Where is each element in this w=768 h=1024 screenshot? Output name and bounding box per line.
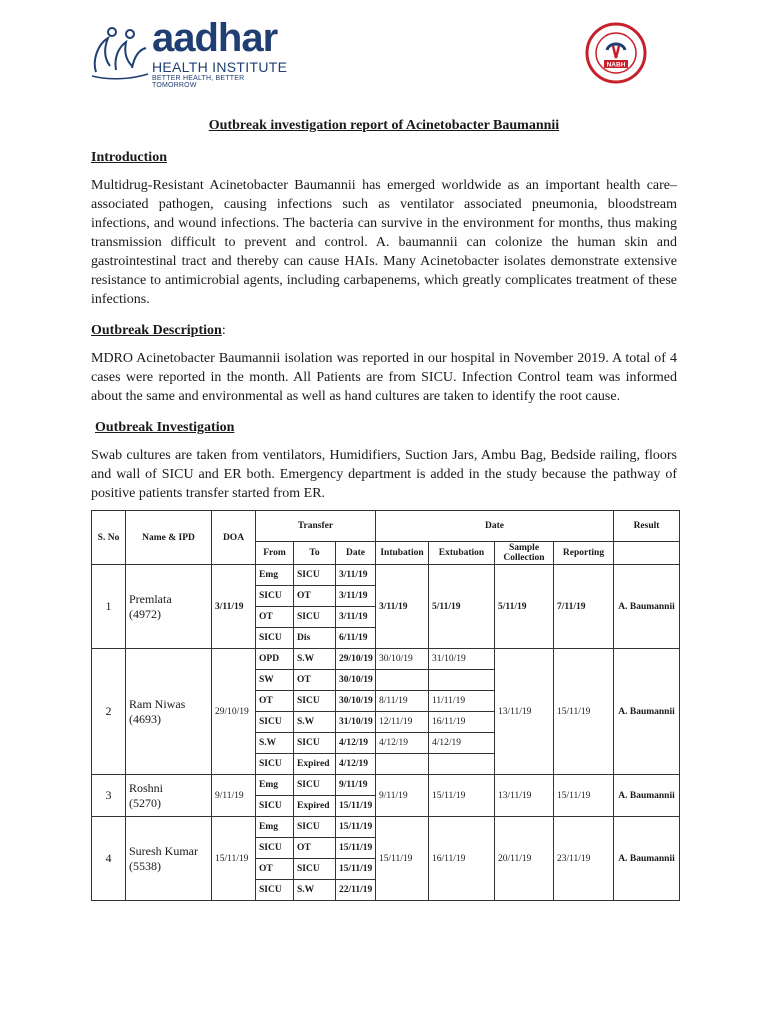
patient-name-cell — [126, 649, 212, 775]
table-row — [92, 649, 680, 670]
transfer-from: OT — [256, 607, 294, 628]
brand-name: aadhar — [152, 16, 278, 60]
aadhar-logo — [88, 16, 288, 89]
patient-name: Roshni — [129, 780, 164, 795]
extubation-date: 16/11/19 — [429, 817, 495, 901]
intubation-date: 8/11/19 — [376, 691, 429, 712]
introduction-text: Multidrug-Resistant Acinetobacter Baumannii has emerged worldwide as an important health care–associated pathogen, causing infections such as ventilator associated pneumonia, bloodstream infections, and wound infections. The bacteria can survive in the environment for months, thus making transmission difficult to prevent and control. A. baumannii can colonize the human skin and gastrointestinal tract and thereby can cause HAIs. Many Acinetobacter isolates demonstrate extensive resistance to antimicrobial agents, including carbapenems, which greatly complicates treatment of these infections. — [91, 178, 677, 307]
description-heading-wrap — [91, 323, 677, 339]
header-sample: Sample Collection — [495, 542, 554, 565]
transfer-date: 3/11/19 — [336, 607, 376, 628]
transfer-date: 15/11/19 — [336, 817, 376, 838]
header-date: Date — [376, 511, 614, 542]
transfer-date: 6/11/19 — [336, 628, 376, 649]
transfer-from: SICU — [256, 838, 294, 859]
extubation-date: 5/11/19 — [429, 565, 495, 649]
header-to: To — [294, 542, 336, 565]
transfer-to: SICU — [294, 607, 336, 628]
intubation-date: 15/11/19 — [376, 817, 429, 901]
header-reporting: Reporting — [554, 542, 614, 565]
intubation-date: 4/12/19 — [376, 733, 429, 754]
transfer-to: Dis — [294, 628, 336, 649]
header-transfer-date: Date — [336, 542, 376, 565]
transfer-to: Expired — [294, 754, 336, 775]
transfer-to: Expired — [294, 796, 336, 817]
patient-name: Premlata — [129, 591, 172, 606]
intubation-date — [376, 670, 429, 691]
transfer-to: S.W — [294, 880, 336, 901]
transfer-date: 31/10/19 — [336, 712, 376, 733]
header-transfer: Transfer — [256, 511, 376, 542]
transfer-from: Emg — [256, 565, 294, 586]
transfer-date: 3/11/19 — [336, 565, 376, 586]
patient-sno: 3 — [92, 775, 126, 817]
patient-ipd: (4972) — [129, 606, 161, 621]
patient-sno: 4 — [92, 817, 126, 901]
extubation-date: 31/10/19 — [429, 649, 495, 670]
table-row — [92, 775, 680, 796]
patient-ipd: (5270) — [129, 795, 161, 810]
extubation-date — [429, 754, 495, 775]
transfer-date: 4/12/19 — [336, 754, 376, 775]
transfer-to: SICU — [294, 817, 336, 838]
transfer-to: S.W — [294, 649, 336, 670]
extubation-date: 16/11/19 — [429, 712, 495, 733]
reporting-date: 23/11/19 — [554, 817, 614, 901]
transfer-from: SW — [256, 670, 294, 691]
sample-date: 13/11/19 — [495, 649, 554, 775]
sample-date: 13/11/19 — [495, 775, 554, 817]
extubation-date: 11/11/19 — [429, 691, 495, 712]
transfer-date: 15/11/19 — [336, 838, 376, 859]
header-result-blank — [614, 542, 680, 565]
header-from: From — [256, 542, 294, 565]
document-header — [0, 0, 768, 100]
reporting-date: 7/11/19 — [554, 565, 614, 649]
introduction-heading: Introduction — [91, 150, 167, 165]
patient-name-cell — [126, 565, 212, 649]
patient-doa: 3/11/19 — [212, 565, 256, 649]
patient-name: Ram Niwas — [129, 696, 186, 711]
patient-name-cell — [126, 817, 212, 901]
transfer-to: OT — [294, 586, 336, 607]
patient-doa: 29/10/19 — [212, 649, 256, 775]
transfer-from: SICU — [256, 754, 294, 775]
figures-logo-icon — [88, 20, 150, 82]
transfer-from: Emg — [256, 817, 294, 838]
transfer-to: SICU — [294, 859, 336, 880]
report-title: Outbreak investigation report of Acinetobacter Baumannii — [208, 118, 560, 133]
transfer-date: 3/11/19 — [336, 586, 376, 607]
header-result: Result — [614, 511, 680, 542]
transfer-from: SICU — [256, 586, 294, 607]
transfer-to: OT — [294, 670, 336, 691]
extubation-date: 4/12/19 — [429, 733, 495, 754]
transfer-from: SICU — [256, 628, 294, 649]
sample-date: 5/11/19 — [495, 565, 554, 649]
intubation-date: 9/11/19 — [376, 775, 429, 817]
patient-doa: 15/11/19 — [212, 817, 256, 901]
transfer-from: SICU — [256, 880, 294, 901]
transfer-date: 15/11/19 — [336, 859, 376, 880]
extubation-date: 15/11/19 — [429, 775, 495, 817]
transfer-date: 15/11/19 — [336, 796, 376, 817]
intubation-date — [376, 754, 429, 775]
investigation-heading: Outbreak Investigation — [95, 420, 235, 435]
patient-name: Suresh Kumar — [129, 843, 198, 858]
investigation-text: Swab cultures are taken from ventilators, Humidifiers, Suction Jars, Ambu Bag, Bedside railing, floors and wall of SICU and ER both. Emergency department is added in the study because the pathway of positive patients transfer started from ER. — [91, 448, 677, 501]
nabh-seal-icon — [585, 22, 647, 84]
patient-table — [91, 510, 680, 901]
header-extubation: Extubation — [429, 542, 495, 565]
header-name: Name & IPD — [126, 511, 212, 565]
transfer-to: SICU — [294, 565, 336, 586]
transfer-date: 9/11/19 — [336, 775, 376, 796]
table-row — [92, 817, 680, 838]
seal-label: NABH — [606, 61, 626, 69]
document-body — [91, 118, 677, 517]
result: A. Baumannii — [614, 817, 680, 901]
transfer-date: 4/12/19 — [336, 733, 376, 754]
extubation-date — [429, 670, 495, 691]
transfer-to: SICU — [294, 775, 336, 796]
reporting-date: 15/11/19 — [554, 775, 614, 817]
transfer-date: 22/11/19 — [336, 880, 376, 901]
transfer-to: SICU — [294, 691, 336, 712]
reporting-date: 15/11/19 — [554, 649, 614, 775]
transfer-to: SICU — [294, 733, 336, 754]
patient-ipd: (5538) — [129, 858, 161, 873]
description-colon: : — [221, 323, 226, 338]
result: A. Baumannii — [614, 649, 680, 775]
transfer-date: 30/10/19 — [336, 691, 376, 712]
result: A. Baumannii — [614, 565, 680, 649]
transfer-from: S.W — [256, 733, 294, 754]
patient-ipd: (4693) — [129, 711, 161, 726]
header-intubation: Intubation — [376, 542, 429, 565]
transfer-from: OT — [256, 691, 294, 712]
transfer-date: 29/10/19 — [336, 649, 376, 670]
transfer-from: SICU — [256, 796, 294, 817]
table-header-row — [92, 511, 680, 542]
description-heading: Outbreak Description — [91, 323, 222, 338]
patient-sno: 2 — [92, 649, 126, 775]
patient-sno: 1 — [92, 565, 126, 649]
header-sno: S. No — [92, 511, 126, 565]
intubation-date: 3/11/19 — [376, 565, 429, 649]
table-row — [92, 565, 680, 586]
transfer-to: OT — [294, 838, 336, 859]
result: A. Baumannii — [614, 775, 680, 817]
transfer-date: 30/10/19 — [336, 670, 376, 691]
transfer-from: Emg — [256, 775, 294, 796]
brand-subtitle: HEALTH INSTITUTE — [152, 59, 288, 75]
intubation-date: 12/11/19 — [376, 712, 429, 733]
patient-doa: 9/11/19 — [212, 775, 256, 817]
transfer-from: SICU — [256, 712, 294, 733]
brand-tagline: BETTER HEALTH, BETTER TOMORROW — [152, 75, 245, 89]
transfer-from: OPD — [256, 649, 294, 670]
sample-date: 20/11/19 — [495, 817, 554, 901]
header-doa: DOA — [212, 511, 256, 565]
transfer-from: OT — [256, 859, 294, 880]
transfer-to: S.W — [294, 712, 336, 733]
intubation-date: 30/10/19 — [376, 649, 429, 670]
description-text: MDRO Acinetobacter Baumannii isolation was reported in our hospital in November 2019. A total of 4 cases were reported in the month. All Patients are from SICU. Infection Control team was informed about the same and environmental as well as hand cultures are taken to identify the root cause. — [91, 351, 677, 404]
patient-name-cell — [126, 775, 212, 817]
